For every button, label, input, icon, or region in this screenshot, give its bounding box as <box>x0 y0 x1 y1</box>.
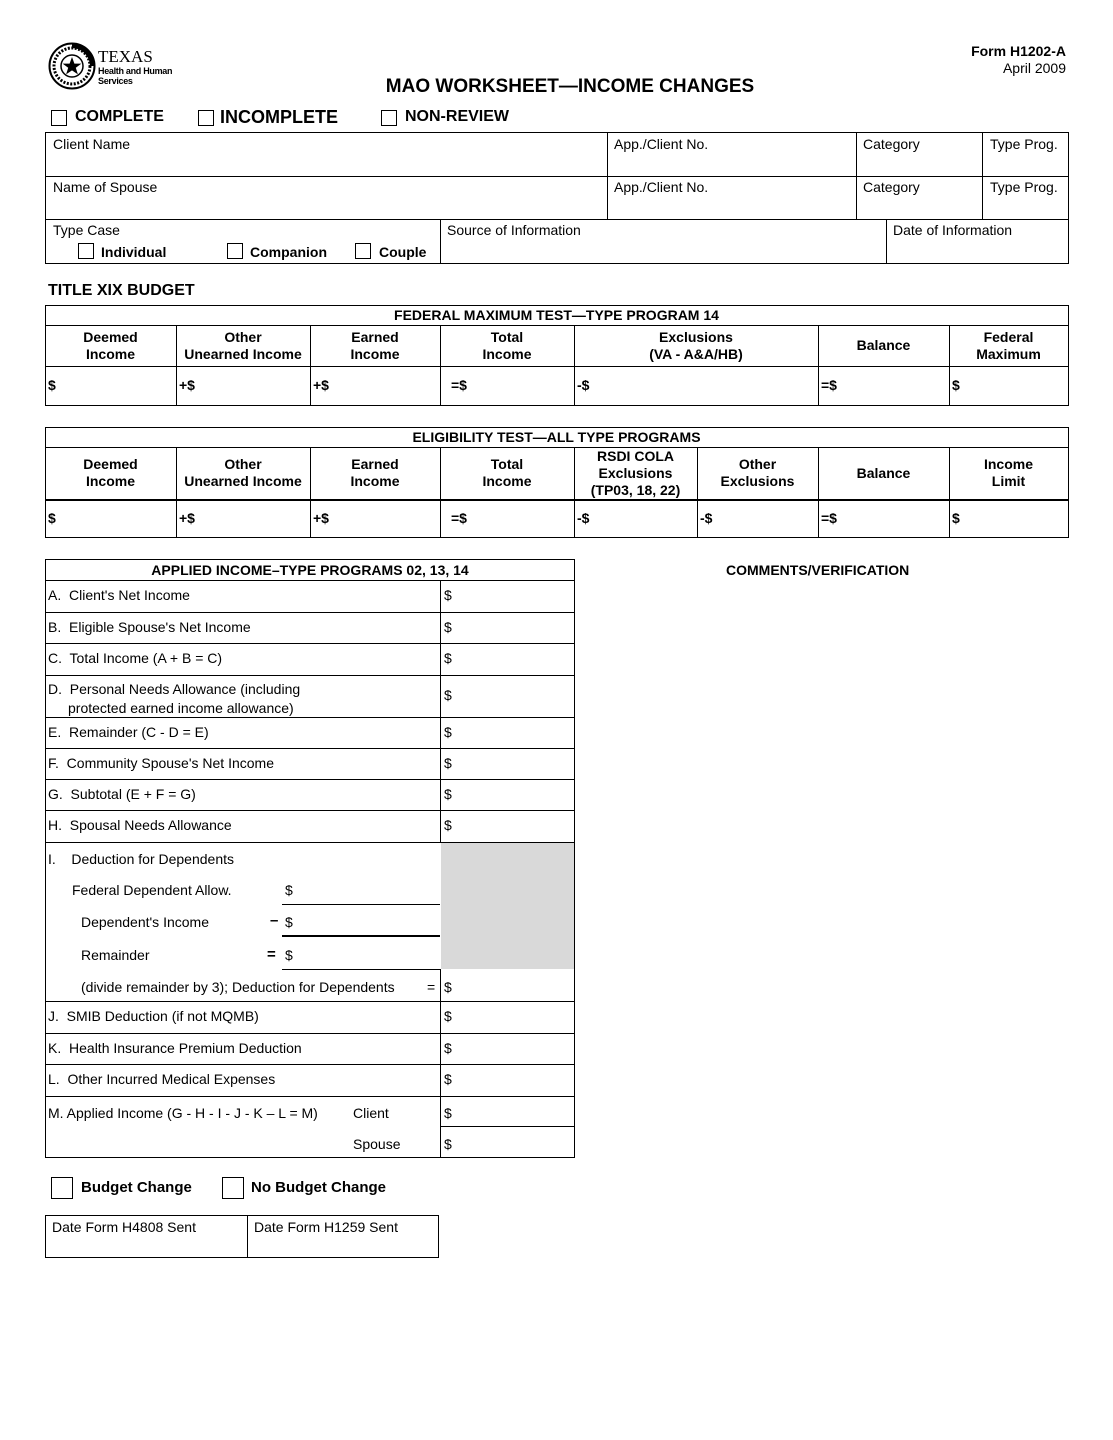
row-amount-input[interactable] <box>456 587 570 605</box>
type-case-label: Type Case <box>53 222 120 238</box>
row-amount-prefix: $ <box>444 587 452 603</box>
column-header-line: Other <box>224 328 262 345</box>
spouse-name-label: Name of Spouse <box>53 179 158 195</box>
remainder-label: Remainder <box>81 947 150 963</box>
spouse-type-prog-label: Type Prog. <box>990 179 1058 195</box>
column-header-line: Total <box>490 456 524 472</box>
row-amount-prefix: $ <box>444 817 452 833</box>
rule-divider <box>856 132 857 220</box>
column-header-line: Exclusions <box>659 328 733 345</box>
amount-input[interactable] <box>200 377 306 395</box>
date-of-information-input[interactable] <box>893 242 1063 260</box>
column-header-line: Income <box>983 456 1033 472</box>
rule-divider <box>247 1215 248 1258</box>
column-header-line: Other <box>738 456 777 472</box>
rule-divider <box>45 366 1068 367</box>
amount-prefix: $ <box>952 509 960 526</box>
federal-dependent-allow-prefix: $ <box>285 882 293 898</box>
rule-divider <box>982 132 983 220</box>
amount-prefix: +$ <box>179 377 195 393</box>
incomplete-checkbox[interactable] <box>198 110 214 126</box>
column-header-line: Income <box>482 345 532 362</box>
spouse-name-input[interactable] <box>53 198 601 216</box>
rule-divider <box>440 219 441 264</box>
rule-divider <box>282 969 440 970</box>
app-client-no-input[interactable] <box>614 155 850 173</box>
amount-input[interactable] <box>69 510 172 528</box>
column-header <box>818 325 949 366</box>
column-header-line: Exclusions <box>598 464 673 481</box>
individual-label: Individual <box>101 244 167 260</box>
row-amount-prefix: $ <box>444 650 452 666</box>
amount-input[interactable] <box>200 510 306 528</box>
row-amount-input[interactable] <box>456 1040 570 1058</box>
column-header-line: Earned <box>351 328 399 345</box>
form-number: Form H1202-A <box>971 43 1066 59</box>
column-header-line: Balance <box>856 464 911 481</box>
column-header <box>574 325 818 366</box>
column-header-line: Income <box>85 345 135 362</box>
spouse-category-label: Category <box>863 179 920 195</box>
companion-checkbox[interactable] <box>227 243 243 259</box>
amount-prefix: =$ <box>821 509 837 526</box>
amount-prefix: -$ <box>577 509 590 526</box>
amount-prefix: +$ <box>313 509 329 526</box>
row-label: D. Personal Needs Allowance (including <box>48 681 301 697</box>
date-h4808-sent-label: Date Form H4808 Sent <box>52 1219 196 1235</box>
client-name-label: Client Name <box>53 136 131 152</box>
type-prog-label: Type Prog. <box>990 136 1058 152</box>
row-amount-input[interactable] <box>456 755 570 773</box>
amount-prefix: =$ <box>451 509 467 526</box>
row-label: J. SMIB Deduction (if not MQMB) <box>48 1008 259 1024</box>
row-label-continued: protected earned income allowance) <box>68 700 294 716</box>
column-header-line: Total <box>490 328 524 345</box>
rule-divider <box>45 643 575 644</box>
row-amount-input[interactable] <box>456 786 570 804</box>
column-header-line: Unearned Income <box>184 345 302 362</box>
amount-prefix: -$ <box>700 509 713 526</box>
equals-sign: = <box>267 946 276 963</box>
amount-input[interactable] <box>334 510 436 528</box>
applied-income-label: M. Applied Income (G - H - I - J - K – L = M) <box>48 1105 318 1121</box>
eligibility_test-title: ELIGIBILITY TEST—ALL TYPE PROGRAMS <box>412 428 701 445</box>
column-header-line: Deemed <box>83 328 138 345</box>
column-header-line: Other <box>224 456 262 472</box>
companion-label: Companion <box>250 244 327 260</box>
dependents-income-label: Dependent's Income <box>81 914 209 930</box>
row-label: K. Health Insurance Premium Deduction <box>48 1039 302 1056</box>
column-header <box>697 447 818 499</box>
rule-divider <box>45 779 575 780</box>
spouse-app-client-no-input[interactable] <box>614 198 850 216</box>
federal-dependent-allow-input[interactable] <box>297 881 437 899</box>
page-title: MAO WORKSHEET—INCOME CHANGES <box>385 76 755 97</box>
rule-divider <box>45 1001 575 1002</box>
logo-text-hhs: Health and Human <box>98 66 173 76</box>
couple-label: Couple <box>379 244 427 260</box>
deduction-for-dependents-label: I. Deduction for Dependents <box>48 851 234 867</box>
rule-divider <box>45 176 1069 177</box>
column-header-line: (TP03, 18, 22) <box>590 481 681 498</box>
row-amount-prefix: $ <box>444 1039 452 1056</box>
rule-divider <box>440 580 441 842</box>
column-header <box>45 325 176 366</box>
shaded-area <box>441 842 574 969</box>
column-header-line: (VA - A&A/HB) <box>649 345 743 362</box>
date-h4808-sent-input[interactable] <box>52 1237 242 1255</box>
column-header <box>310 325 440 366</box>
row-label: C. Total Income (A + B = C) <box>48 650 223 666</box>
amount-input[interactable] <box>334 377 436 395</box>
row-label: A. Client's Net Income <box>48 587 190 603</box>
row-amount-input[interactable] <box>456 650 570 668</box>
amount-prefix: +$ <box>313 377 329 393</box>
spouse-category-input[interactable] <box>863 198 977 216</box>
amount-prefix: =$ <box>451 377 467 393</box>
row-amount-prefix: $ <box>444 1071 452 1087</box>
date-h1259-sent-input[interactable] <box>254 1237 434 1255</box>
amount-prefix: +$ <box>179 509 195 526</box>
no-budget-change-label: No Budget Change <box>251 1179 386 1196</box>
column-header-line: Maximum <box>976 345 1041 362</box>
column-header <box>949 325 1068 366</box>
amount-prefix: $ <box>952 377 960 393</box>
date-h1259-sent-label: Date Form H1259 Sent <box>254 1219 398 1235</box>
applied-income-spouse-prefix: $ <box>444 1136 452 1152</box>
row-amount-input[interactable] <box>456 1008 570 1026</box>
rule-divider <box>45 1033 575 1034</box>
complete-checkbox[interactable] <box>51 110 67 126</box>
divide-equals-sign: = <box>427 979 436 995</box>
budget-change-checkbox[interactable] <box>51 1177 73 1199</box>
complete-label: COMPLETE <box>75 108 164 125</box>
column-header-line: Federal <box>983 328 1034 345</box>
rule-divider <box>440 1126 575 1127</box>
dependents-income-prefix: $ <box>285 914 293 930</box>
remainder-input[interactable] <box>297 946 437 964</box>
applied-income-spouse-input[interactable] <box>456 1135 570 1153</box>
column-header-line: Balance <box>856 337 911 353</box>
row-amount-prefix: $ <box>444 1008 452 1024</box>
row-label: F. Community Spouse's Net Income <box>48 754 274 771</box>
amount-input[interactable] <box>973 510 1064 528</box>
rule-divider <box>45 748 575 749</box>
federal-dependent-allow-label: Federal Dependent Allow. <box>72 882 232 898</box>
budget-change-label: Budget Change <box>81 1179 192 1196</box>
type-prog-input[interactable] <box>990 155 1064 173</box>
rule-divider <box>45 842 575 843</box>
column-header-line: Exclusions <box>720 473 795 489</box>
column-header-line: Income <box>350 473 400 489</box>
column-header-line: Deemed <box>83 456 138 472</box>
federal_test-title: FEDERAL MAXIMUM TEST—TYPE PROGRAM 14 <box>394 306 719 323</box>
deduction-for-dependents-prefix: $ <box>444 979 452 995</box>
applied-income-spouse-label: Spouse <box>353 1136 401 1152</box>
column-header-line: RSDI COLA <box>597 447 674 464</box>
date-of-information-label: Date of Information <box>893 222 1013 238</box>
deduction-for-dependents-input[interactable] <box>456 978 570 996</box>
amount-input[interactable] <box>598 510 693 528</box>
row-amount-input[interactable] <box>456 1071 570 1089</box>
rule-divider <box>45 810 575 811</box>
rule-divider <box>886 219 887 264</box>
dependents-income-input[interactable] <box>297 913 437 931</box>
client-name-input[interactable] <box>53 155 601 173</box>
column-header-line: Limit <box>991 473 1026 489</box>
column-header <box>310 447 440 499</box>
logo-text-services: Services <box>98 76 133 86</box>
no-budget-change-checkbox[interactable] <box>222 1177 244 1199</box>
amount-input[interactable] <box>598 377 814 395</box>
row-amount-prefix: $ <box>444 785 452 802</box>
applied-income-title: APPLIED INCOME–TYPE PROGRAMS 02, 13, 14 <box>151 561 469 578</box>
couple-checkbox[interactable] <box>355 243 371 259</box>
column-header <box>949 447 1068 499</box>
remainder-prefix: $ <box>285 947 293 963</box>
row-amount-prefix: $ <box>444 723 452 740</box>
column-header <box>818 447 949 499</box>
spouse-app-client-no-label: App./Client No. <box>614 179 709 195</box>
rule-divider <box>45 219 1069 220</box>
column-header-line: Earned <box>351 456 399 472</box>
form-date: April 2009 <box>1002 60 1066 76</box>
column-header <box>440 447 574 499</box>
amount-input[interactable] <box>973 377 1064 395</box>
spouse-type-prog-input[interactable] <box>990 198 1064 216</box>
row-amount-prefix: $ <box>444 618 452 635</box>
category-label: Category <box>863 136 920 152</box>
rule-divider <box>45 675 575 676</box>
logo-text-texas: TEXAS <box>98 47 153 66</box>
comments-verification-title: COMMENTS/VERIFICATION <box>726 562 910 578</box>
amount-input[interactable] <box>721 510 814 528</box>
amount-input[interactable] <box>69 377 172 395</box>
amount-input[interactable] <box>842 510 945 528</box>
rule-divider <box>45 1064 575 1065</box>
budget-title: TITLE XIX BUDGET <box>48 282 195 299</box>
row-label: H. Spousal Needs Allowance <box>48 817 232 833</box>
row-amount-prefix: $ <box>444 754 452 771</box>
rule-divider <box>282 935 440 937</box>
amount-prefix: $ <box>48 509 56 526</box>
incomplete-label: INCOMPLETE <box>220 107 339 127</box>
row-amount-input[interactable] <box>456 687 570 705</box>
row-label: L. Other Incurred Medical Expenses <box>48 1071 276 1087</box>
amount-prefix: $ <box>48 377 56 393</box>
amount-input[interactable] <box>842 377 945 395</box>
rule-divider <box>282 904 440 905</box>
applied-income-client-prefix: $ <box>444 1105 452 1121</box>
app-client-no-label: App./Client No. <box>614 136 709 152</box>
rule-divider <box>607 132 608 220</box>
comments-verification-input[interactable] <box>600 585 1074 1159</box>
column-header <box>440 325 574 366</box>
individual-checkbox[interactable] <box>78 243 94 259</box>
rule-divider <box>45 499 1068 501</box>
minus-sign: – <box>270 912 279 929</box>
row-label: G. Subtotal (E + F = G) <box>48 785 196 802</box>
column-header <box>574 447 697 499</box>
category-input[interactable] <box>863 155 977 173</box>
column-header <box>45 447 176 499</box>
column-header <box>176 325 310 366</box>
non-review-label: NON-REVIEW <box>405 108 509 125</box>
column-header <box>176 447 310 499</box>
amount-input[interactable] <box>464 510 570 528</box>
row-label: E. Remainder (C - D = E) <box>48 723 209 740</box>
amount-prefix: -$ <box>577 377 590 393</box>
column-header-line: Unearned Income <box>184 473 302 489</box>
source-of-information-input[interactable] <box>447 242 881 260</box>
row-amount-input[interactable] <box>456 724 570 742</box>
applied-income-client-label: Client <box>353 1105 389 1121</box>
non-review-checkbox[interactable] <box>381 110 397 126</box>
rule-divider <box>45 717 575 718</box>
column-header-line: Income <box>482 473 532 489</box>
row-amount-prefix: $ <box>444 687 452 703</box>
applied-income-client-input[interactable] <box>456 1104 570 1122</box>
rule-divider <box>45 1096 575 1097</box>
source-of-information-label: Source of Information <box>447 222 581 238</box>
column-header-line: Income <box>85 473 135 489</box>
amount-prefix: =$ <box>821 377 837 393</box>
amount-input[interactable] <box>464 377 570 395</box>
row-amount-input[interactable] <box>456 619 570 637</box>
row-amount-input[interactable] <box>456 817 570 835</box>
column-header-line: Income <box>350 345 400 362</box>
rule-divider <box>45 612 575 613</box>
divide-remainder-label: (divide remainder by 3); Deduction for Dependents <box>81 979 395 995</box>
row-label: B. Eligible Spouse's Net Income <box>48 618 251 635</box>
rule-divider <box>45 580 575 581</box>
